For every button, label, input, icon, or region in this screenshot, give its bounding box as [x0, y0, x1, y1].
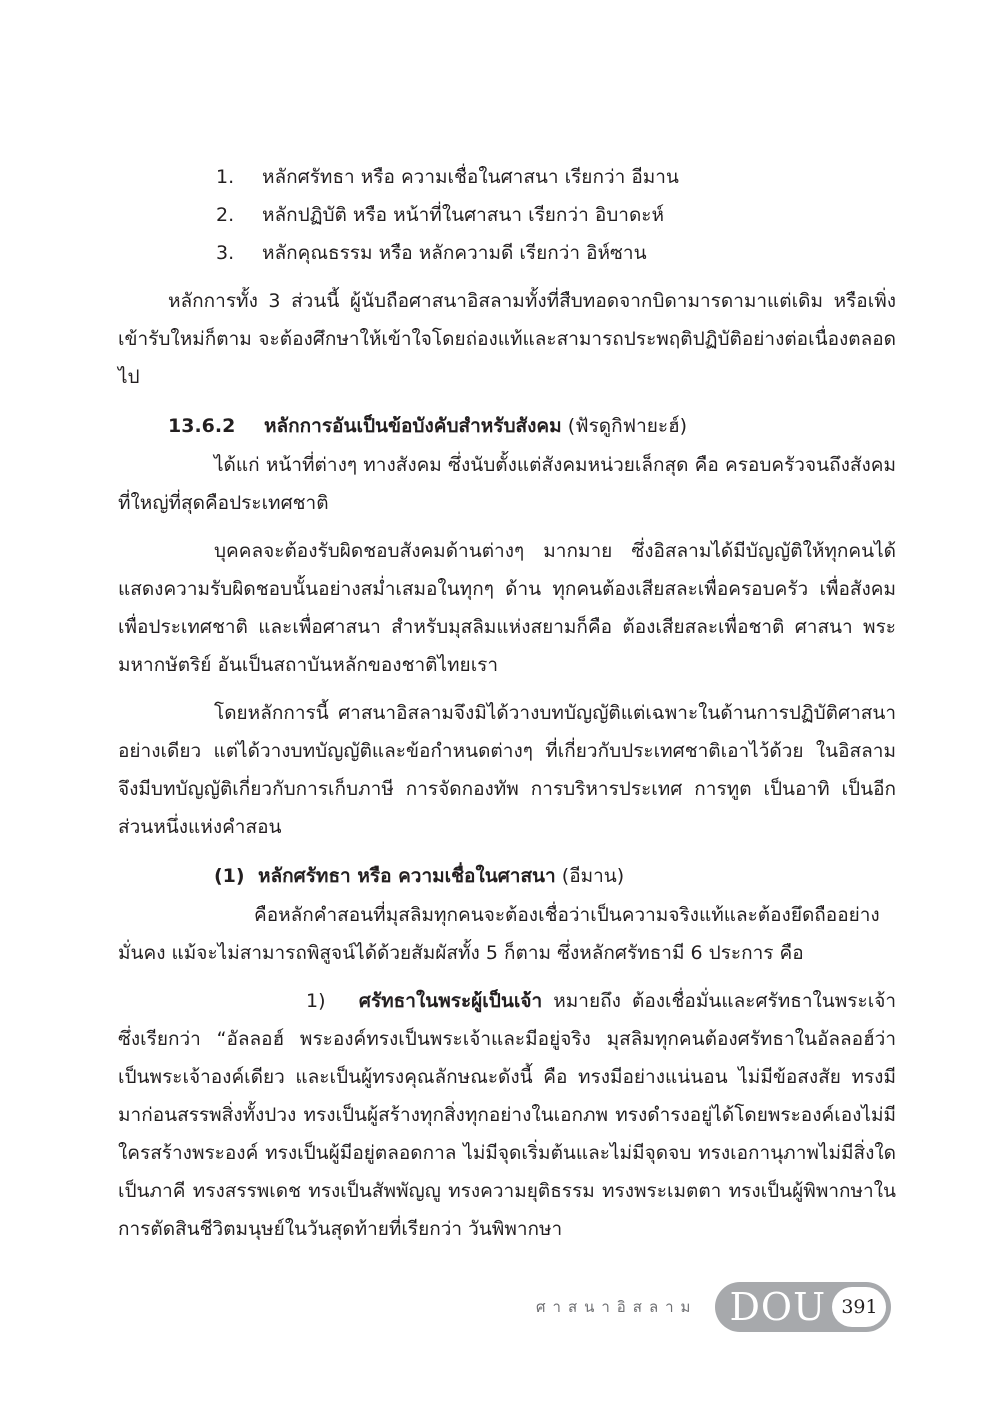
subsection-number: (1) [214, 865, 245, 887]
belief-item-title: ศรัทธาในพระผู้เป็นเจ้า [358, 990, 543, 1012]
intro-paragraph: หลักการทั้ง 3 ส่วนนี้ ผู้นับถือศาสนาอิสลามทั้งที่สืบทอดจากบิดามารดามาแต่เดิม หรือเพิ่งเข้ารับใหม่ก็ตาม จะต้องศึกษาให้เข้าใจโดยถ่องแท้และสามารถประพฤติปฏิบัติอย่างต่อเนื่องตลอดไป [118, 290, 896, 388]
section-title: หลักการอันเป็นข้อบังคับสำหรับสังคม [264, 415, 562, 437]
dou-logo: DOU [729, 1285, 827, 1329]
list-item [118, 196, 896, 234]
belief-item-text: หมายถึง ต้องเชื่อมั่นและศรัทธาในพระเจ้า ซึ่งเรียกว่า “อัลลอฮ์ พระองค์ทรงเป็นพระเจ้าและมีอยู่จริง มุสลิมทุกคนต้องศรัทธาในอัลลอฮ์ว่าเป็นพระเจ้าองค์เดียว และเป็นผู้ทรงคุณลักษณะดังนี้ คือ ทรงมีอย่างแน่นอน ไม่มีข้อสงสัย ทรงมีมาก่อนสรรพสิ่งทั้งปวง ทรงเป็นผู้สร้างทุกสิ่งทุกอย่างในเอกภพ ทรงดำรงอยู่ได้โดยพระองค์เองไม่มีใครสร้างพระองค์ ทรงเป็นผู้มีอยู่ตลอดกาล ไม่มีจุดเริ่มต้นและไม่มีจุดจบ ทรงเอกานุภาพไม่มีสิ่งใดเป็นภาคี ทรงสรรพเดช ทรงเป็นสัพพัญญู ทรงความยุติธรรม ทรงพระเมตตา ทรงเป็นผู้พิพากษาในการตัดสินชีวิตมนุษย์ในวันสุดท้ายที่เรียกว่า วันพิพากษา [118, 990, 896, 1240]
section-subtitle: (ฟัรดูกิฟายะฮ์) [567, 415, 688, 437]
list-item-text: หลักคุณธรรม หรือ หลักความดี เรียกว่า อิห์ซาน [262, 242, 647, 264]
list-item-number: 1. [216, 166, 235, 188]
list-item-number: 2. [216, 204, 235, 226]
page-content [118, 158, 896, 1248]
dou-badge [715, 1282, 891, 1332]
section-paragraph: ได้แก่ หน้าที่ต่างๆ ทางสังคม ซึ่งนับตั้งแต่สังคมหน่วยเล็กสุด คือ ครอบครัวจนถึงสังคมที่ใหญ่ที่สุดคือประเทศชาติ [118, 454, 896, 514]
subsection-title: หลักศรัทธา หรือ ความเชื่อในศาสนา [258, 865, 556, 887]
section-number: 13.6.2 [168, 415, 236, 437]
principles-list [118, 158, 896, 272]
list-item-text: หลักศรัทธา หรือ ความเชื่อในศาสนา เรียกว่า อีมาน [262, 166, 679, 188]
list-item-text: หลักปฏิบัติ หรือ หน้าที่ในศาสนา เรียกว่า อิบาดะห์ [262, 204, 665, 226]
section-paragraph: โดยหลักการนี้ ศาสนาอิสลามจึงมิได้วางบทบัญญัติแต่เฉพาะในด้านการปฏิบัติศาสนาอย่างเดียว แต่ได้วางบทบัญญัติและข้อกำหนดต่างๆ ที่เกี่ยวกับประเทศชาติเอาไว้ด้วย ในอิสลามจึงมีบทบัญญัติเกี่ยวกับการเก็บภาษี การจัดกองทัพ การบริหารประเทศ การทูต เป็นอาทิ เป็นอีกส่วนหนึ่งแห่งคำสอน [118, 702, 896, 838]
page-footer [536, 1282, 891, 1332]
list-item-number: 3. [216, 242, 235, 264]
page-number: 391 [832, 1287, 886, 1327]
subsection-heading [118, 856, 896, 896]
subsection-paragraph: คือหลักคำสอนที่มุสลิมทุกคนจะต้องเชื่อว่าเป็นความจริงแท้และต้องยึดถืออย่างมั่นคง แม้จะไม่สามารถพิสูจน์ได้ด้วยสัมผัสทั้ง 5 ก็ตาม ซึ่งหลักศรัทธามี 6 ประการ คือ [118, 904, 880, 964]
list-item [118, 234, 896, 272]
list-item [118, 158, 896, 196]
subsection-subtitle: (อีมาน) [561, 865, 625, 887]
book-title: ศาสนาอิสลาม [536, 1298, 698, 1316]
section-paragraph: บุคคลจะต้องรับผิดชอบสังคมด้านต่างๆ มากมาย ซึ่งอิสลามได้มีบัญญัติให้ทุกคนได้แสดงความรับผิดชอบนั้นอย่างสม่ำเสมอในทุกๆ ด้าน ทุกคนต้องเสียสละเพื่อครอบครัว เพื่อสังคม เพื่อประเทศชาติ และเพื่อศาสนา สำหรับมุสลิมแห่งสยามก็คือ ต้องเสียสละเพื่อชาติ ศาสนา พระมหากษัตริย์ อันเป็นสถาบันหลักของชาติไทยเรา [118, 540, 896, 676]
belief-item-number: 1) [306, 990, 326, 1012]
belief-item-paragraph [118, 982, 896, 1248]
section-heading [118, 406, 896, 446]
